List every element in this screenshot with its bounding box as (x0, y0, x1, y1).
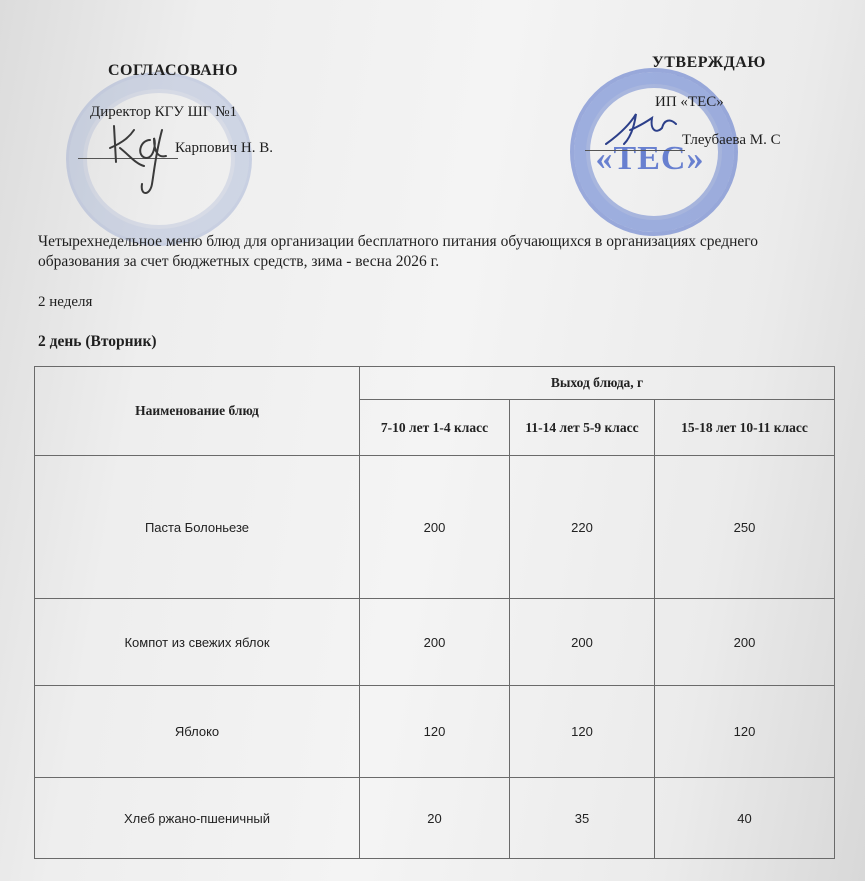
signature-right (600, 104, 690, 154)
portion-group-header: Выход блюда, г (360, 367, 835, 400)
portion-value: 20 (360, 778, 510, 859)
table-row (35, 778, 835, 859)
portion-value: 200 (360, 599, 510, 686)
portion-value: 220 (510, 456, 655, 599)
age-header-3: 15-18 лет 10-11 класс (655, 400, 835, 456)
dish-name: Яблоко (35, 686, 360, 778)
portion-value: 35 (510, 778, 655, 859)
approval-right-name: Тлеубаева М. С (682, 132, 781, 148)
age-header-1: 7-10 лет 1-4 класс (360, 400, 510, 456)
approval-left-position: Директор КГУ ШГ №1 (90, 104, 238, 120)
dish-name: Компот из свежих яблок (35, 599, 360, 686)
signature-left (100, 112, 180, 202)
age-header-2: 11-14 лет 5-9 класс (510, 400, 655, 456)
approval-right-title: УТВЕРЖДАЮ (652, 54, 766, 71)
document-heading (38, 232, 838, 272)
approval-left-name: Карпович Н. В. (175, 140, 273, 156)
portion-value: 120 (360, 686, 510, 778)
portion-value: 200 (510, 599, 655, 686)
portion-value: 200 (655, 599, 835, 686)
table-header-row (35, 367, 835, 400)
dish-name: Паста Болоньезе (35, 456, 360, 599)
table-row (35, 686, 835, 778)
table-row (35, 456, 835, 599)
portion-value: 120 (655, 686, 835, 778)
dish-name: Хлеб ржано-пшеничный (35, 778, 360, 859)
portion-value: 200 (360, 456, 510, 599)
table-row (35, 599, 835, 686)
portion-value: 250 (655, 456, 835, 599)
approval-left-title: СОГЛАСОВАНО (108, 62, 239, 79)
portion-value: 40 (655, 778, 835, 859)
day-label: 2 день (Вторник) (38, 333, 157, 350)
stamp-right-text: «ТЕС» (595, 140, 705, 177)
dish-name-header: Наименование блюд (35, 367, 360, 456)
menu-table (34, 366, 835, 859)
week-label: 2 неделя (38, 294, 93, 310)
approval-right-organization: ИП «ТЕС» (655, 94, 724, 110)
portion-value: 120 (510, 686, 655, 778)
heading-line-2: образования за счет бюджетных средств, зима - весна 2026 г. (38, 253, 440, 270)
heading-line-1: Четырехнедельное меню блюд для организации бесплатного питания обучающихся в организациях среднего (38, 233, 758, 250)
